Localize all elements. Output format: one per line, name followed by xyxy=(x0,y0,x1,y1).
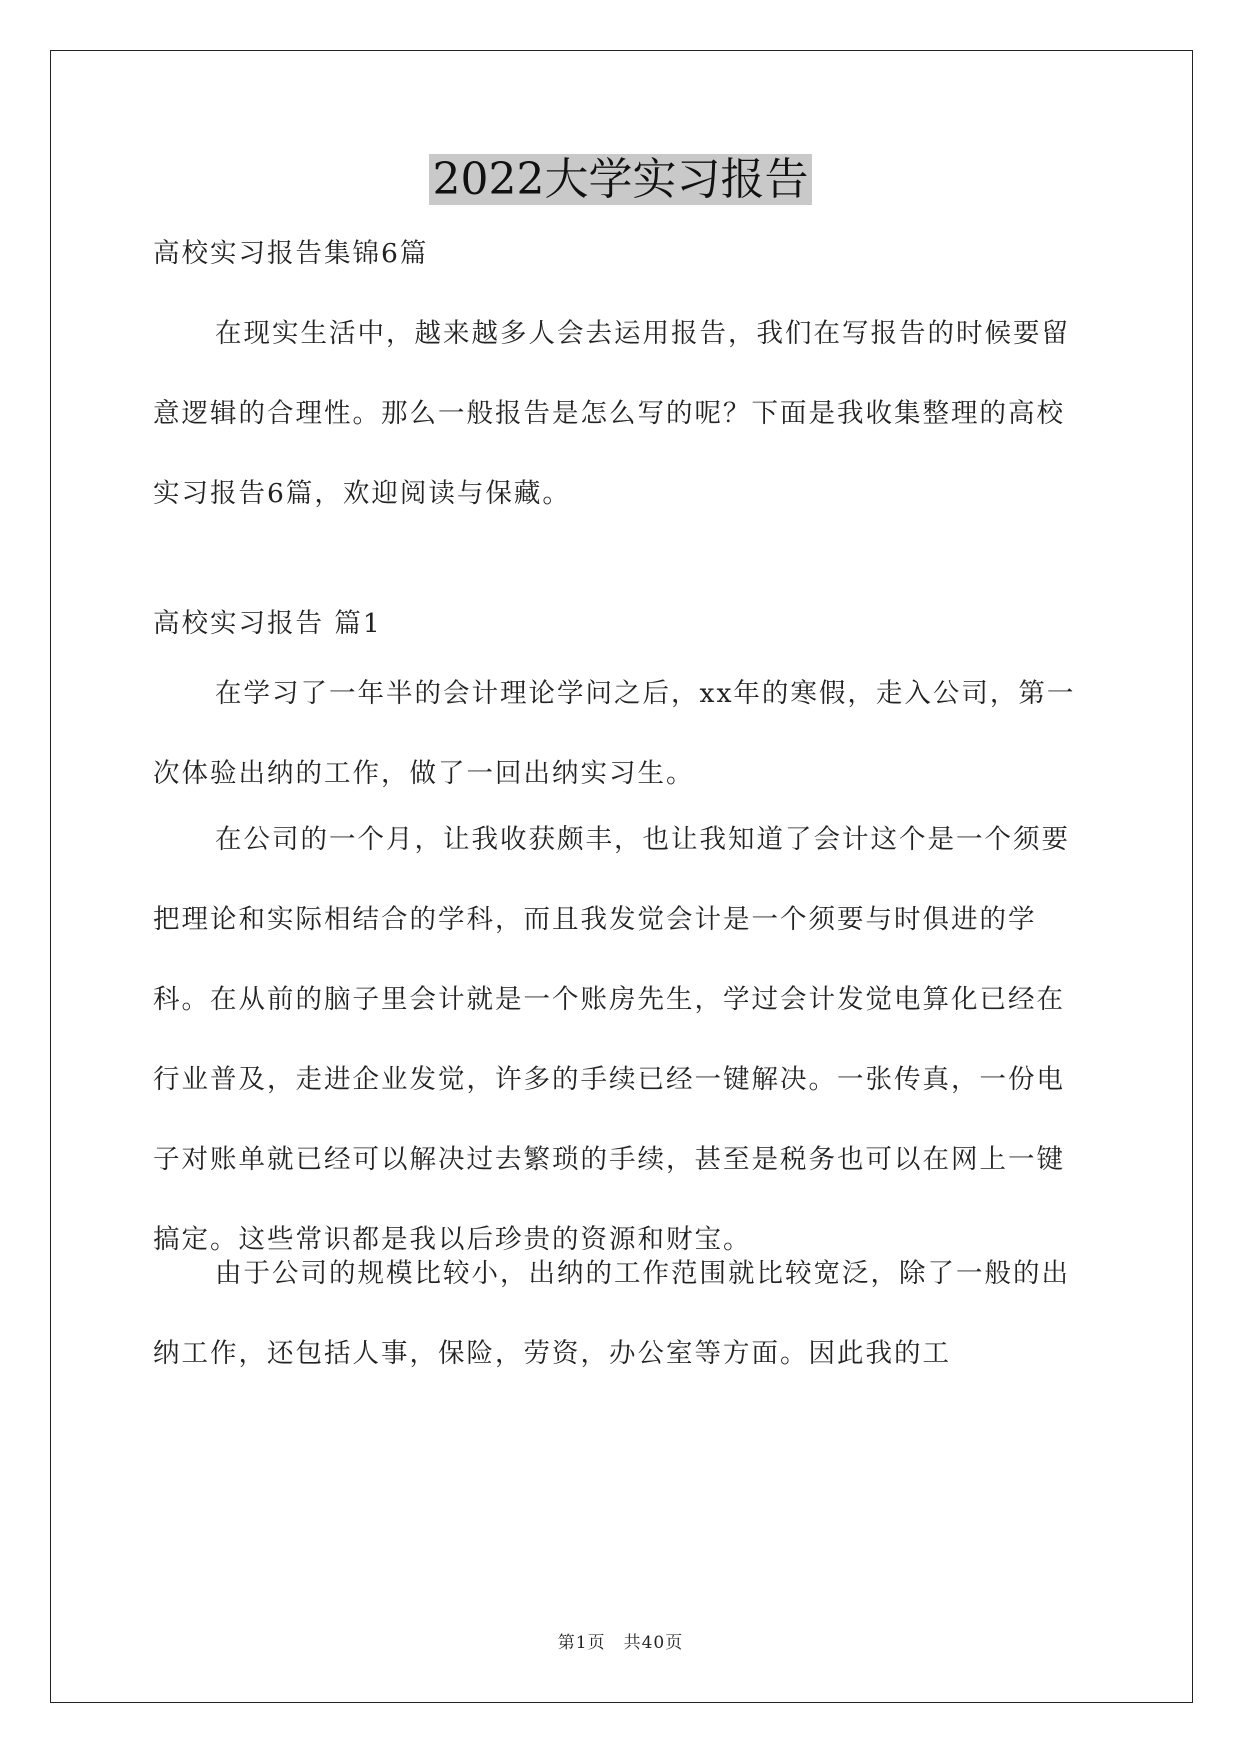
page-footer: 第1页 共40页 xyxy=(557,1633,684,1653)
title-text: 2022大学实习报告 xyxy=(429,154,813,205)
section-heading: 高校实习报告 篇1 xyxy=(153,608,382,639)
body-paragraph-1: 在学习了一年半的会计理论学问之后，xx年的寒假，走入公司，第一次体验出纳的工作，做了一回出纳实习生。 xyxy=(153,678,1076,789)
intro-paragraph: 在现实生活中，越来越多人会去运用报告，我们在写报告的时候要留意逻辑的合理性。那么一般报告是怎么写的呢？下面是我收集整理的高校实习报告6篇，欢迎阅读与保藏。 xyxy=(153,318,1070,509)
document-title xyxy=(0,150,1241,210)
document-subtitle: 高校实习报告集锦6篇 xyxy=(153,238,429,269)
body-paragraph-3: 由于公司的规模比较小，出纳的工作范围就比较宽泛，除了一般的出纳工作，还包括人事，保险，劳资，办公室等方面。因此我的工 xyxy=(153,1258,1070,1369)
body-paragraph-2: 在公司的一个月，让我收获颇丰，也让我知道了会计这个是一个须要把理论和实际相结合的学科，而且我发觉会计是一个须要与时俱进的学科。在从前的脑子里会计就是一个账房先生，学过会计发觉电算化已经在行业普及，走进企业发觉，许多的手续已经一键解决。一张传真，一份电子对账单就已经可以解决过去繁琐的手续，甚至是税务也可以在网上一键搞定。这些常识都是我以后珍贵的资源和财宝。 xyxy=(153,824,1070,1255)
